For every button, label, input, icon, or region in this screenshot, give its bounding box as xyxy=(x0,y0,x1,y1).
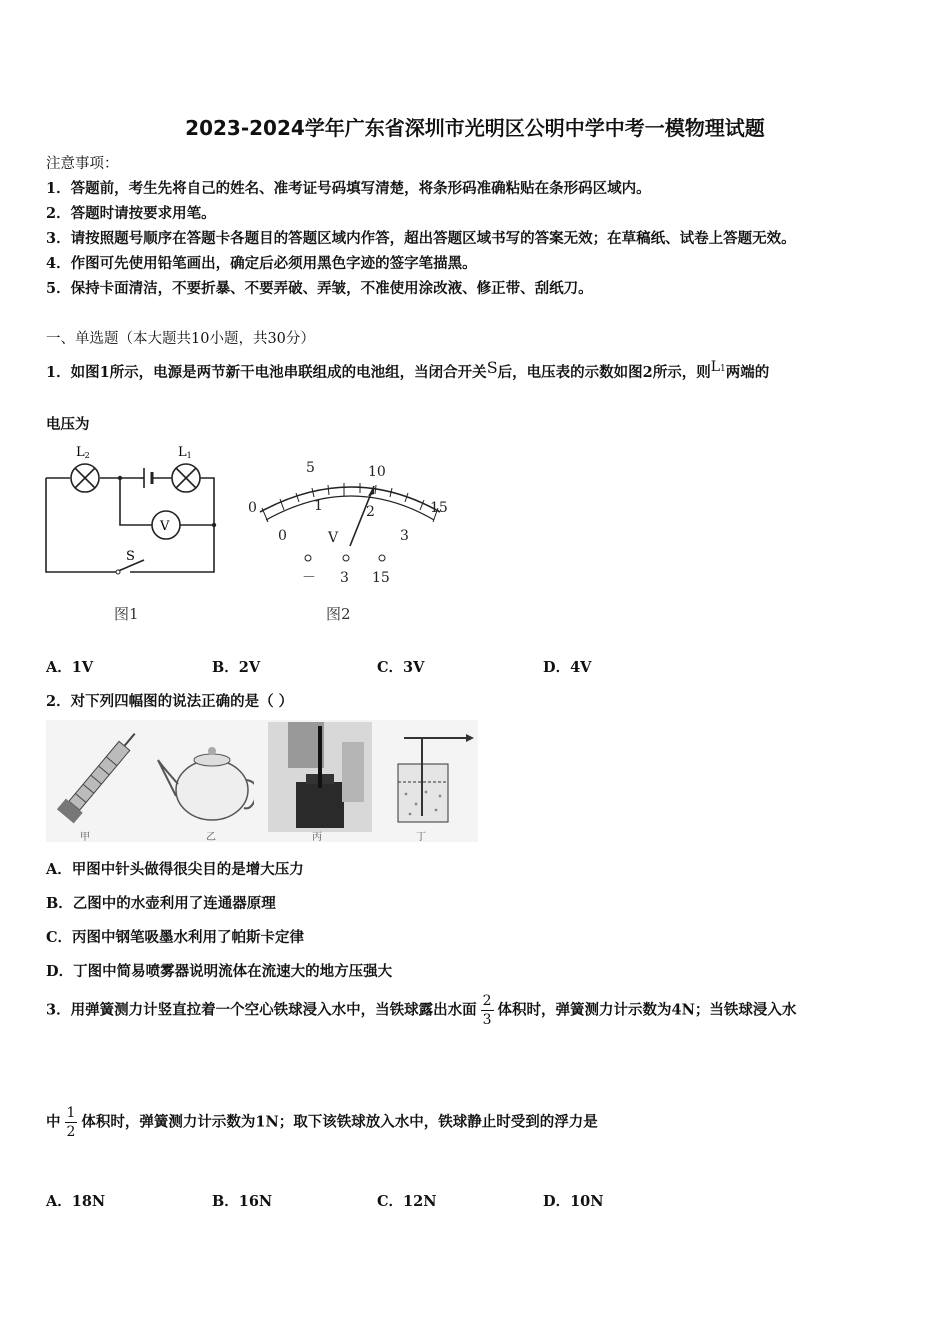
label-v: V xyxy=(160,519,170,534)
q2-image-strip xyxy=(46,720,478,842)
image-label: 乙 xyxy=(206,832,216,843)
q3-text-d: 体积时，弹簧测力计示数为1N；取下该铁球放入水中，铁球静止时受到的浮力是 xyxy=(81,1113,598,1131)
q1-option-b[interactable]: B．2V xyxy=(212,659,261,676)
q1-text-a: 1．如图1所示，电源是两节新干电池串联组成的电池组，当闭合开关 xyxy=(46,364,487,381)
q1-text-c: 两端的 xyxy=(725,364,770,381)
bottom-scale-label: 1 xyxy=(314,498,323,514)
q3-text-a: 3．用弹簧测力计竖直拉着一个空心铁球浸入水中，当铁球露出水面 xyxy=(46,1001,477,1019)
q2-option-a[interactable]: A．甲图中针头做得很尖目的是增大压力 xyxy=(46,861,304,878)
syringe-image xyxy=(50,720,150,830)
q1-text-b: 后，电压表的示数如图2所示，则 xyxy=(497,364,711,381)
note-item: 1．答题前，考生先将自己的姓名、准考证号码填写清楚，将条形码准确粘贴在条形码区域内。 xyxy=(46,180,651,197)
top-scale-label: 0 xyxy=(248,500,257,516)
section-heading: 一、单选题（本大题共10小题，共30分） xyxy=(46,331,315,347)
bottom-scale-label: 2 xyxy=(366,504,375,520)
note-item: 2．答题时请按要求用笔。 xyxy=(46,205,216,222)
q2-option-d[interactable]: D．丁图中简易喷雾器说明流体在流速大的地方压强大 xyxy=(46,963,393,980)
note-item: 3．请按照题号顺序在答题卡各题目的答题区域内作答，超出答题区域书写的答案无效；在草稿纸、试卷上答题无效。 xyxy=(46,230,796,247)
switch-symbol: S xyxy=(486,358,498,377)
q3-option-a[interactable]: A．18N xyxy=(46,1193,106,1210)
top-scale-label: 5 xyxy=(306,460,315,476)
image-label: 甲 xyxy=(80,832,90,843)
notes-heading: 注意事项： xyxy=(46,156,119,172)
fraction-one-half: $\frac{1}{2}$ xyxy=(66,1105,76,1140)
ink-bottle-image xyxy=(268,722,372,832)
teapot-image xyxy=(154,720,254,830)
q3-option-b[interactable]: B．16N xyxy=(212,1193,273,1210)
question-3-line2 xyxy=(46,1106,598,1139)
q2-option-c[interactable]: C．丙图中钢笔吸墨水利用了帕斯卡定律 xyxy=(46,929,305,946)
fraction-two-thirds: $\frac{2}{3}$ xyxy=(482,993,492,1028)
q1-text-d: 电压为 xyxy=(46,416,90,433)
q3-text-c: 中 xyxy=(46,1113,61,1131)
sprayer-image xyxy=(382,724,478,830)
q3-option-c[interactable]: C．12N xyxy=(377,1193,437,1210)
question-3-line1 xyxy=(46,994,796,1027)
voltmeter-dial xyxy=(240,450,460,590)
q2-option-b[interactable]: B．乙图中的水壶利用了连通器原理 xyxy=(46,895,276,912)
terminal-label: － xyxy=(302,570,316,586)
circuit-diagram xyxy=(40,440,230,580)
label-l1: L1 xyxy=(178,445,192,460)
top-scale-label: 15 xyxy=(430,500,448,516)
note-item: 5．保持卡面清洁，不要折暴、不要弄破、弄皱，不准使用涂改液、修正带、刮纸刀。 xyxy=(46,280,593,297)
question-1-text xyxy=(46,358,769,382)
fig1-caption: 图1 xyxy=(114,605,139,623)
q1-option-a[interactable]: A．1V xyxy=(46,659,94,676)
q3-option-d[interactable]: D．10N xyxy=(543,1193,604,1210)
lamp-symbol: L1 xyxy=(710,359,726,375)
bottom-scale-label: 0 xyxy=(278,528,287,544)
terminal-label: 15 xyxy=(372,570,390,586)
top-scale-label: 10 xyxy=(368,464,386,480)
fig2-caption: 图2 xyxy=(326,605,351,623)
label-s: S xyxy=(126,549,135,564)
q1-option-d[interactable]: D．4V xyxy=(543,659,592,676)
q1-option-c[interactable]: C．3V xyxy=(377,659,425,676)
question-2-text: 2．对下列四幅图的说法正确的是（ ） xyxy=(46,693,294,710)
q3-text-b: 体积时，弹簧测力计示数为4N；当铁球浸入水 xyxy=(497,1001,797,1019)
note-item: 4．作图可先使用铅笔画出，确定后必须用黑色字迹的签字笔描黑。 xyxy=(46,255,477,272)
image-label: 丁 xyxy=(416,832,426,843)
label-l2: L2 xyxy=(76,445,90,460)
image-label: 丙 xyxy=(312,832,322,843)
terminal-label: 3 xyxy=(340,570,349,586)
page-title: 2023-2024学年广东省深圳市光明区公明中学中考一模物理试题 xyxy=(185,116,765,140)
bottom-scale-label: 3 xyxy=(400,528,409,544)
unit-label: V xyxy=(328,530,339,546)
